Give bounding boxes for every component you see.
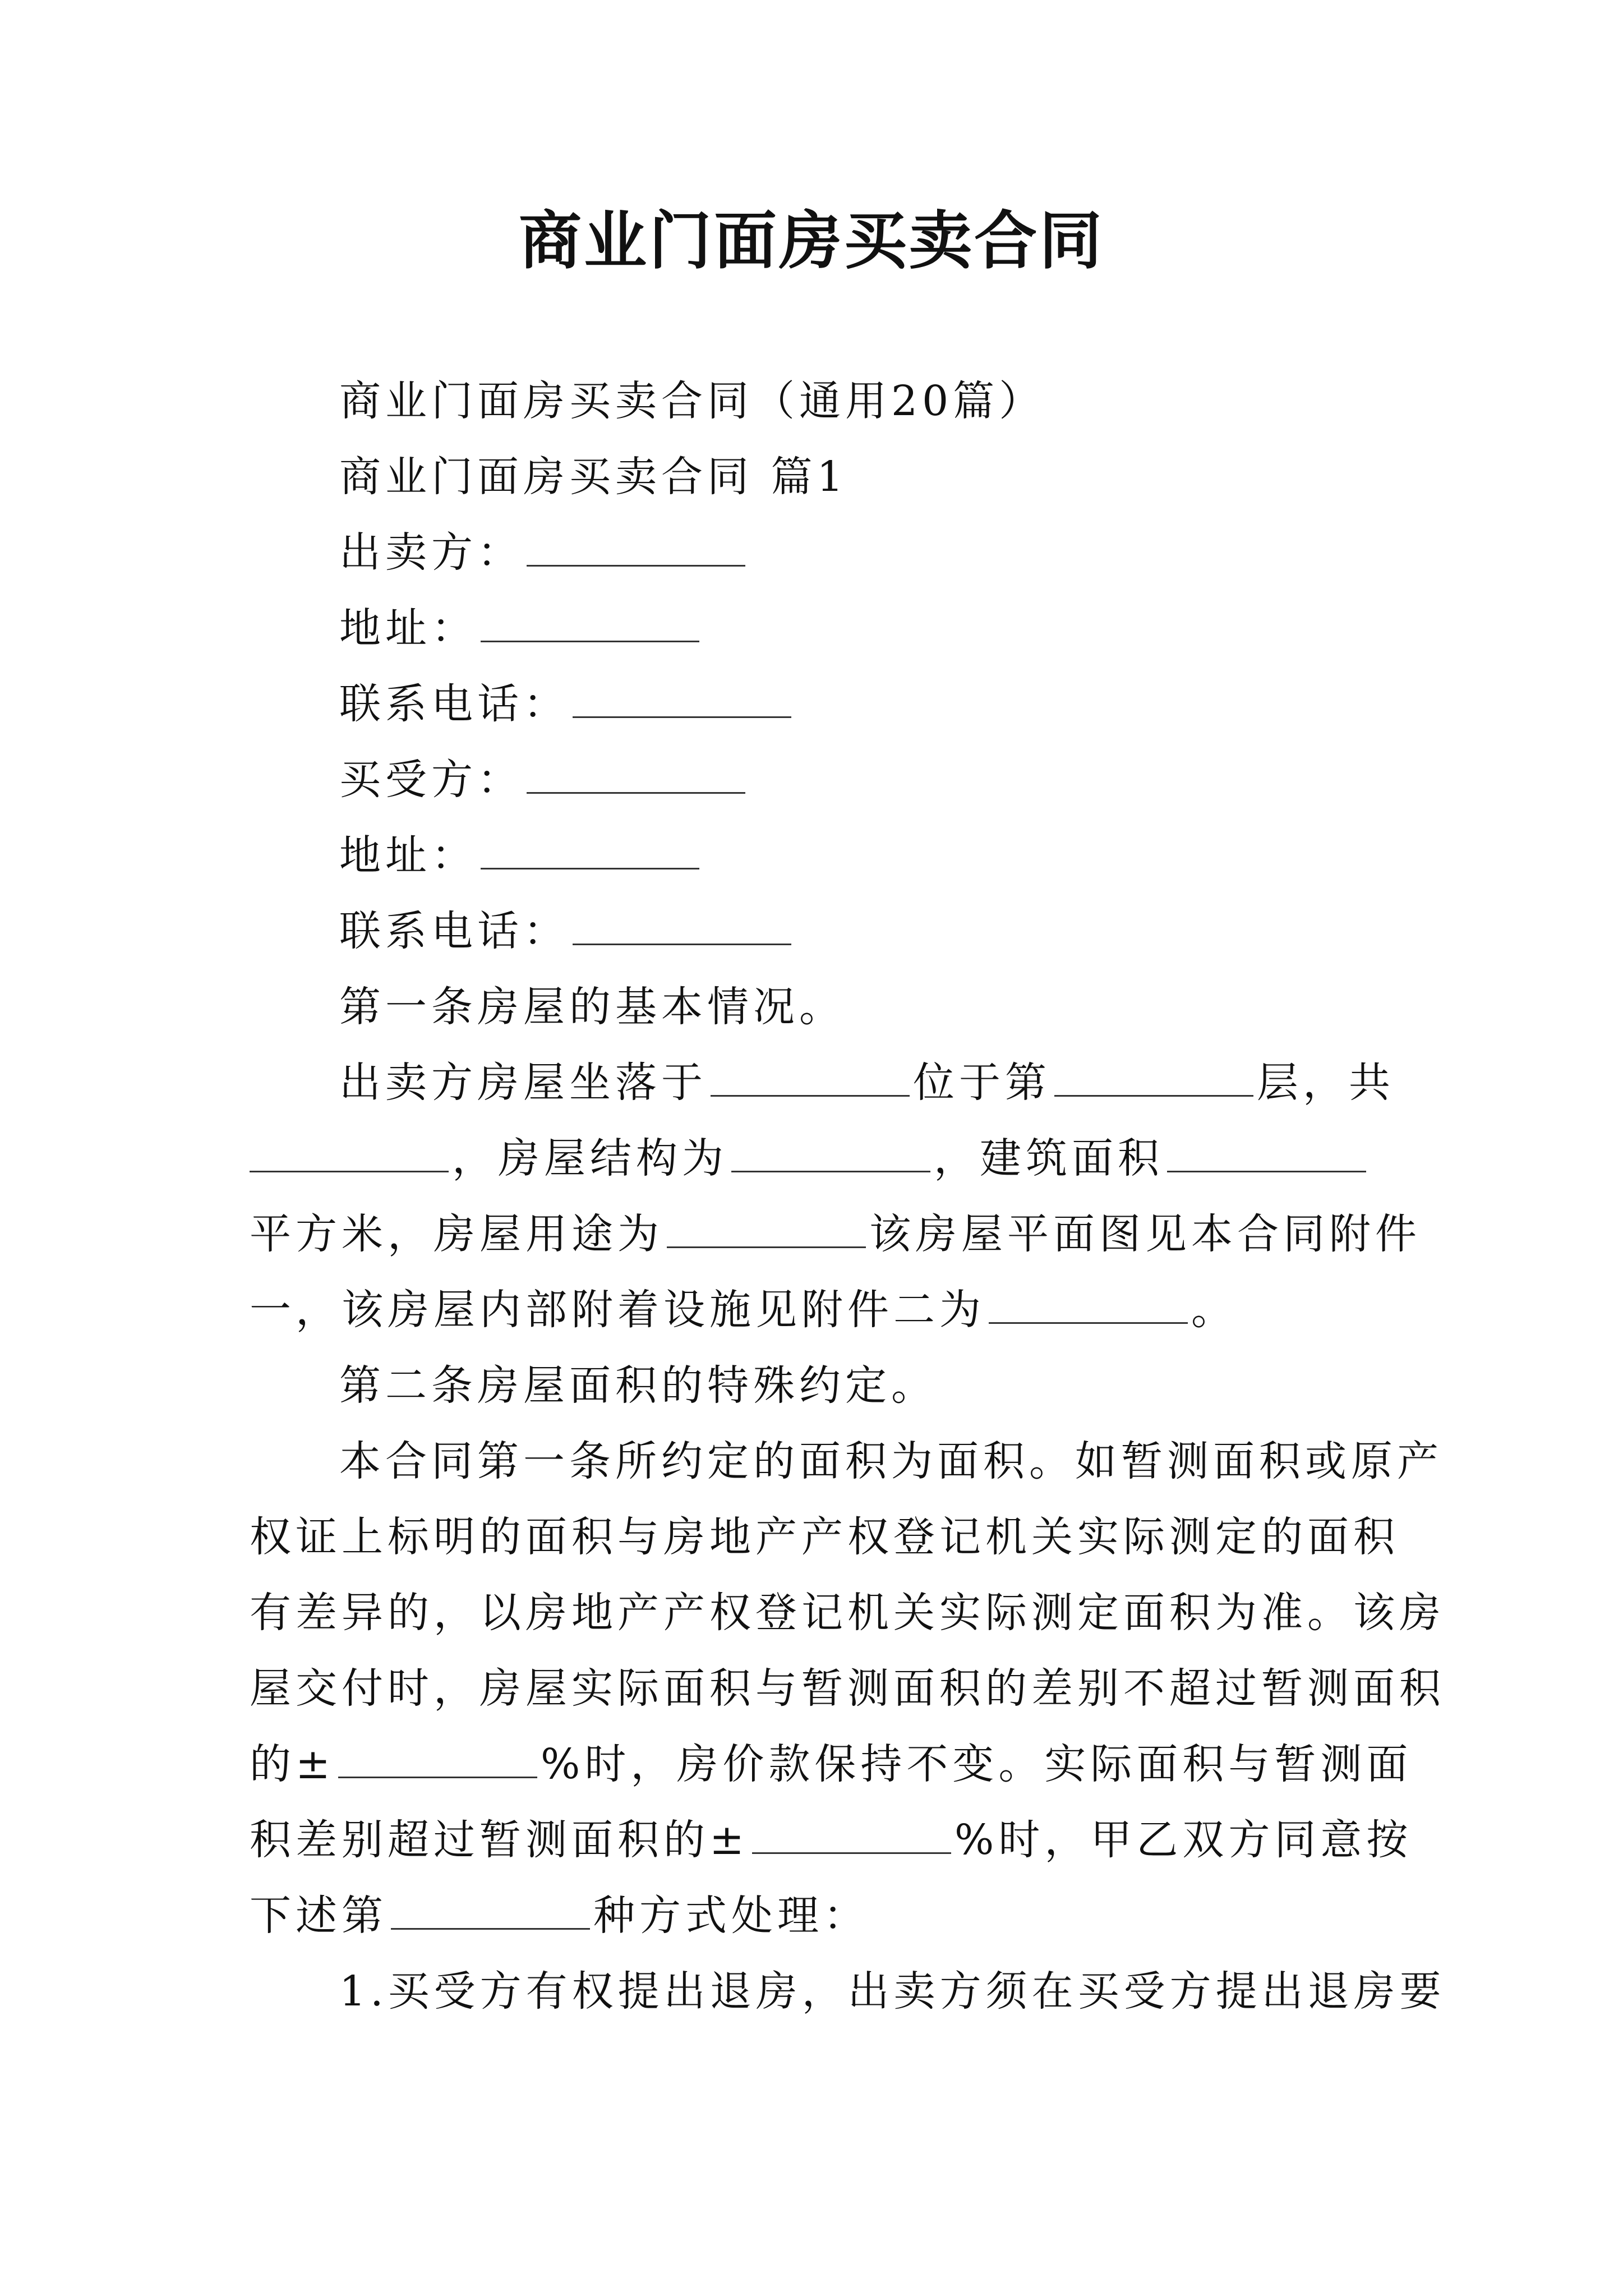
- buyer-address-label: 地址：: [339, 831, 477, 880]
- text-segment: ，建筑面积: [934, 1134, 1164, 1182]
- text-segment: 的±: [250, 1740, 335, 1788]
- text-segment: 位于第: [913, 1059, 1051, 1107]
- text-segment: 下述第: [250, 1892, 388, 1940]
- text-segment: %时，甲乙双方同意按: [955, 1816, 1413, 1864]
- buyer-phone-blank: [573, 910, 791, 945]
- article-2-line-6: [250, 1812, 1412, 1868]
- part-heading: 商业门面房买卖合同 篇1: [339, 453, 848, 501]
- attached-facilities-blank: [989, 1289, 1188, 1324]
- location-blank: [711, 1061, 910, 1097]
- seller-label: 出卖方：: [339, 528, 523, 577]
- text-segment: 。: [1191, 1286, 1237, 1334]
- seller-address-blank: [481, 607, 699, 642]
- text-segment: 平方米，房屋用途为: [250, 1210, 663, 1258]
- text-segment: 该房屋平面图见本合同附件: [869, 1210, 1421, 1258]
- floor-area-blank: [1167, 1137, 1366, 1172]
- article-1-line-3: [250, 1206, 1421, 1262]
- structure-blank: [731, 1137, 930, 1172]
- text-segment: 层，共: [1257, 1059, 1395, 1107]
- total-floors-blank: [250, 1137, 449, 1172]
- article-2-line-4: 屋交付时，房屋实际面积与暂测面积的差别不超过暂测面积: [250, 1664, 1445, 1713]
- article-1-line-4: [250, 1282, 1237, 1338]
- page-title: 商业门面房买卖合同: [519, 204, 1104, 278]
- buyer-label: 买受方：: [339, 756, 523, 804]
- seller-phone-blank: [573, 683, 791, 718]
- article-2-line-3: 有差异的，以房地产产权登记机关实际测定面积为准。该房: [250, 1589, 1445, 1637]
- seller-address-line: [339, 600, 703, 656]
- seller-phone-label: 联系电话：: [339, 680, 569, 728]
- text-segment: 出卖方房屋坐落于: [339, 1059, 707, 1107]
- buyer-phone-label: 联系电话：: [339, 907, 569, 955]
- article-2-line-5: [250, 1736, 1412, 1792]
- text-segment: 种方式处理：: [593, 1892, 869, 1940]
- buyer-line: [339, 752, 749, 808]
- article-2-line-2: 权证上标明的面积与房地产产权登记机关实际测定的面积: [250, 1513, 1399, 1561]
- floor-blank: [1054, 1061, 1253, 1097]
- seller-blank: [527, 531, 745, 567]
- text-segment: 一，该房屋内部附着设施见附件二为: [250, 1286, 985, 1334]
- item-1-line: 1.买受方有权提出退房，出卖方须在买受方提出退房要: [339, 1967, 1446, 2016]
- tolerance-blank: [338, 1743, 537, 1778]
- buyer-address-blank: [481, 834, 699, 869]
- seller-line: [339, 524, 749, 581]
- seller-address-label: 地址：: [339, 604, 477, 652]
- text-segment: ，房屋结构为: [452, 1134, 728, 1182]
- text-segment: 积差别超过暂测面积的±: [250, 1816, 749, 1864]
- buyer-address-line: [339, 827, 703, 884]
- article-1-line-2: [250, 1130, 1370, 1186]
- buyer-phone-line: [339, 903, 795, 959]
- buyer-blank: [527, 758, 745, 794]
- usage-blank: [667, 1213, 866, 1248]
- article-2-line-1: 本合同第一条所约定的面积为面积。如暂测面积或原产: [339, 1437, 1443, 1485]
- article-2-line-7: [250, 1888, 869, 1944]
- article-1-line-1: [339, 1055, 1395, 1111]
- subtitle-line: 商业门面房买卖合同（通用20篇）: [339, 377, 1045, 425]
- article-1-heading: 第一条房屋的基本情况。: [339, 983, 845, 1031]
- excess-tolerance-blank: [752, 1819, 951, 1854]
- method-number-blank: [391, 1894, 590, 1930]
- article-2-heading: 第二条房屋面积的特殊约定。: [339, 1361, 937, 1410]
- text-segment: %时，房价款保持不变。实际面积与暂测面: [541, 1740, 1413, 1788]
- seller-phone-line: [339, 676, 795, 732]
